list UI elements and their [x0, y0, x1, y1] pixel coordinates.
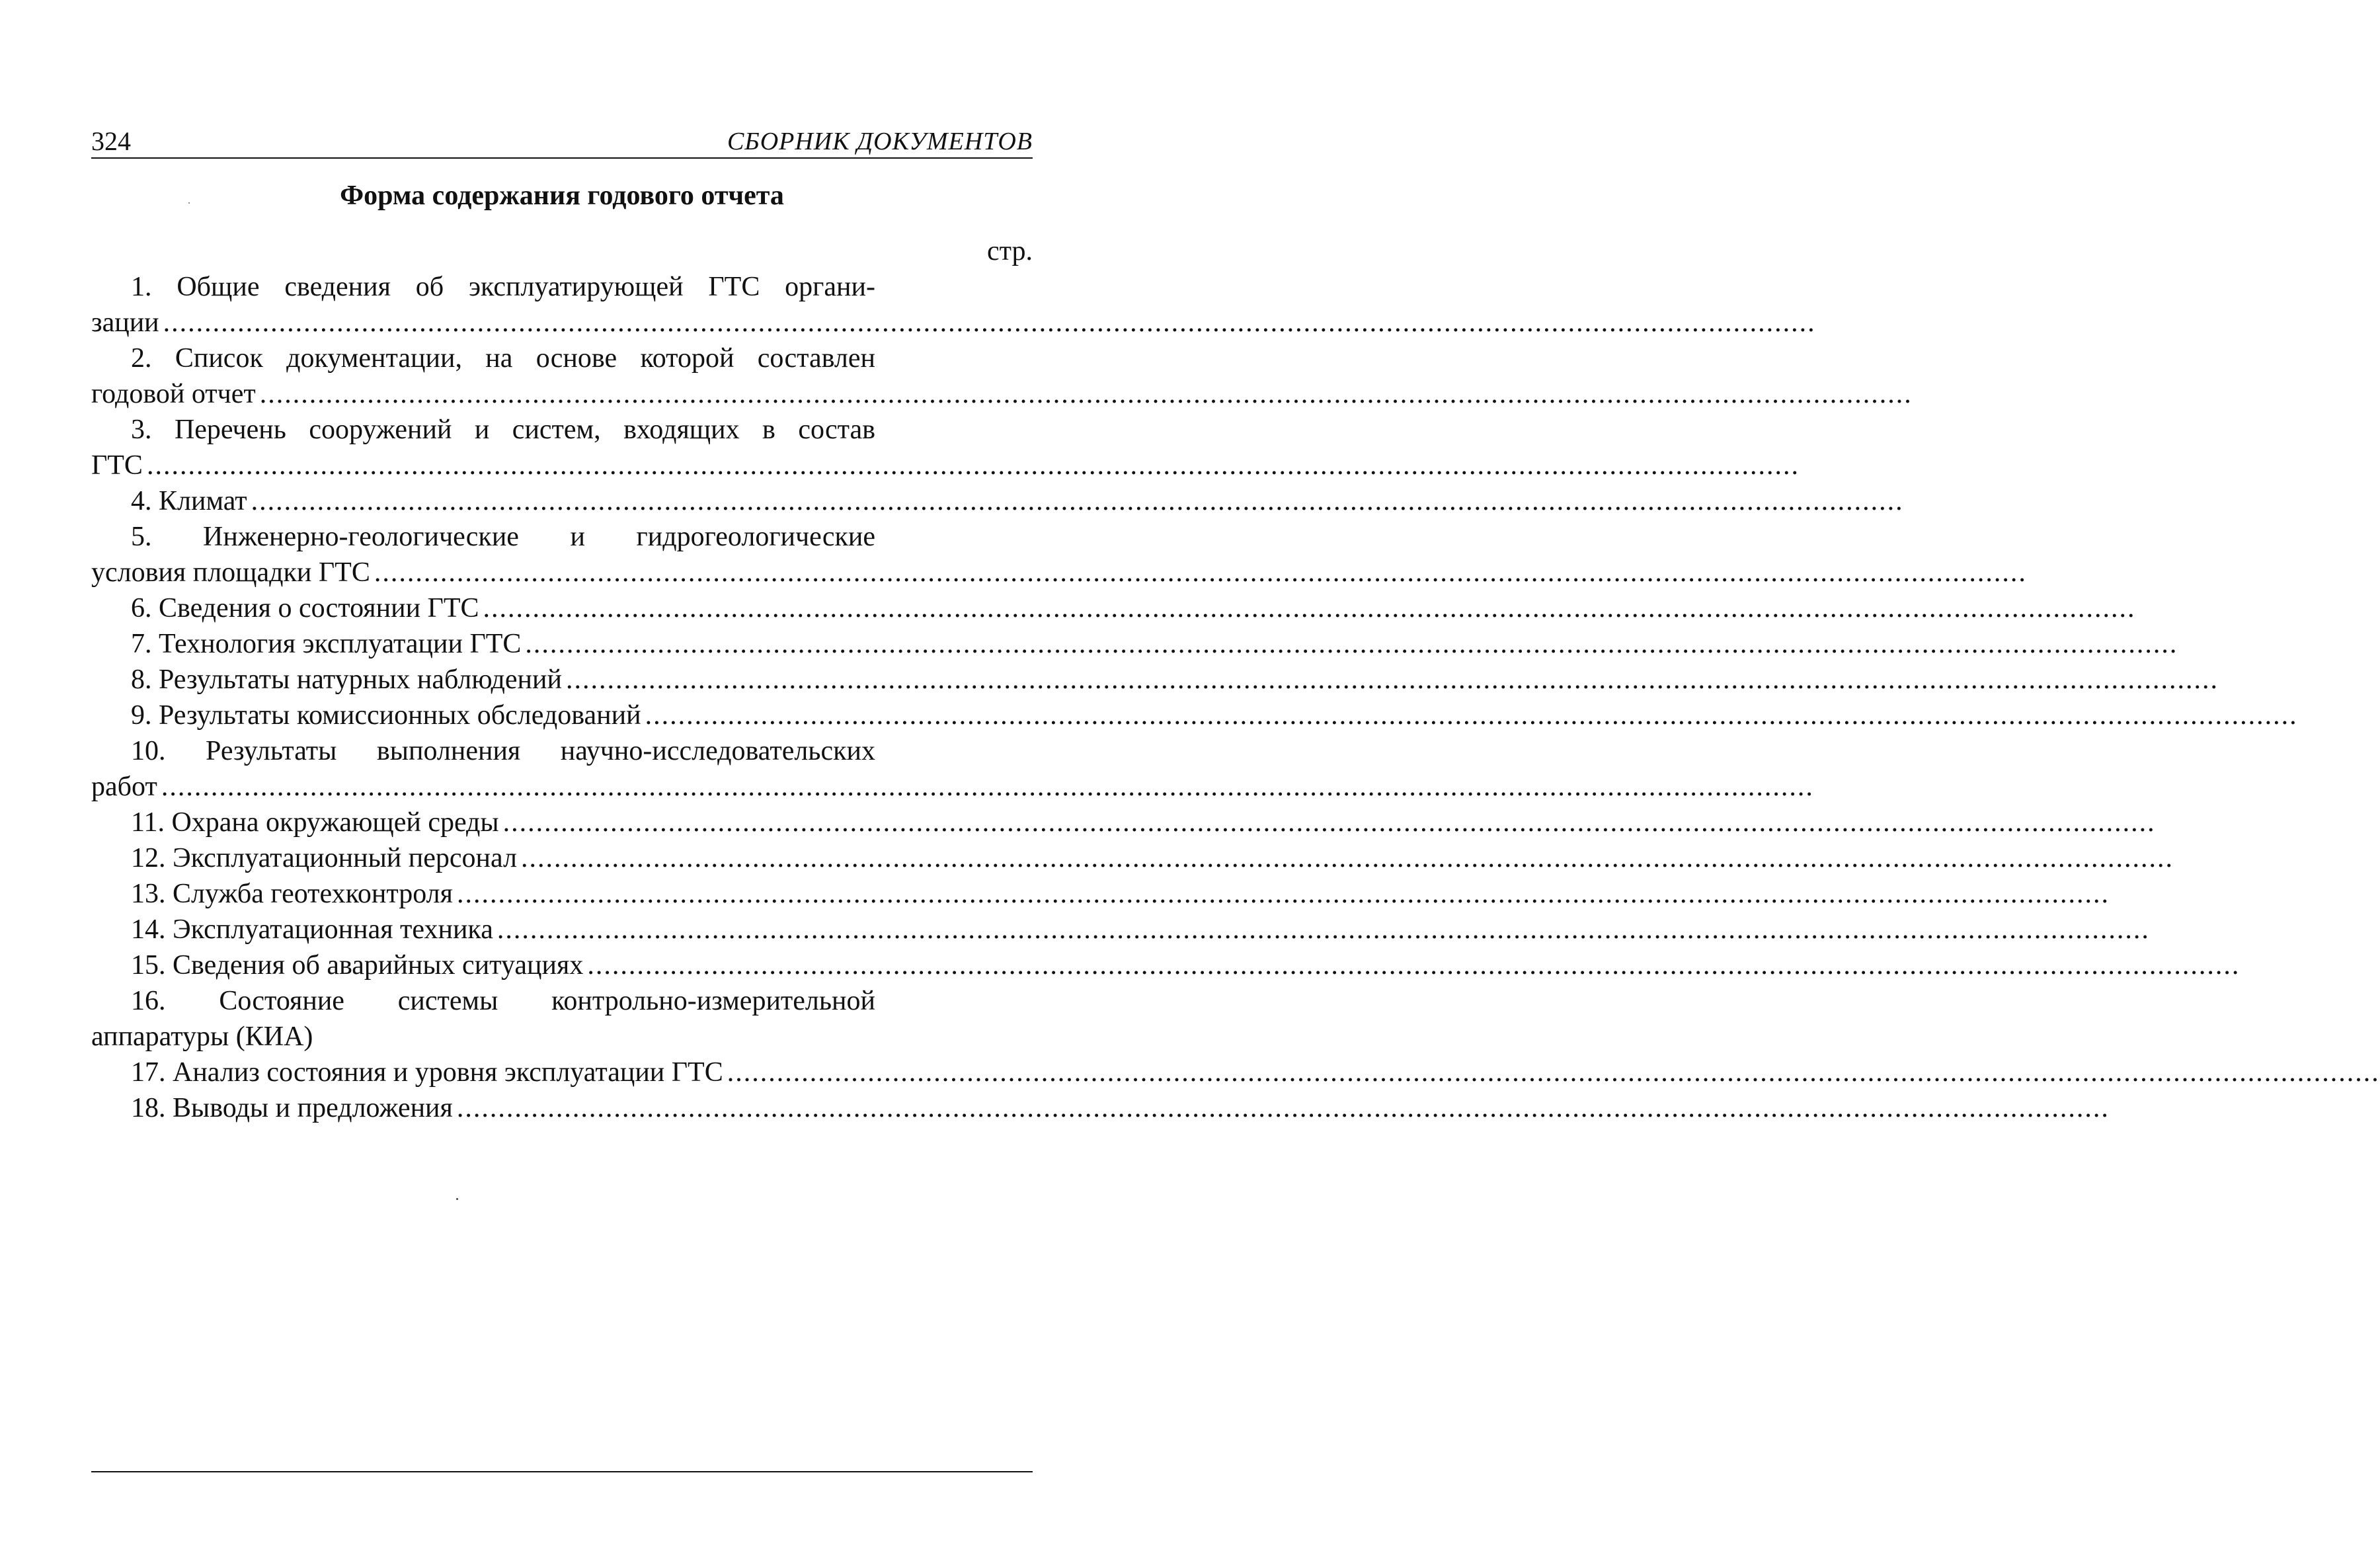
dot-leader: ........................................................................................................................................................................................................	[161, 772, 1814, 802]
toc-entry-text: ГТС	[91, 450, 143, 481]
dot-leader: ........................................................................................................................................................................................................	[374, 557, 2027, 588]
toc-entry	[91, 698, 2298, 733]
toc-entry	[91, 412, 1800, 483]
toc-entry	[91, 947, 2241, 983]
toc-entry	[91, 1055, 2380, 1090]
dot-leader: ........................................................................................................................................................................................................	[727, 1057, 2380, 1088]
toc-entry-text: 7. Технология эксплуатации ГТС	[131, 629, 522, 659]
toc-entry-text: условия площадки ГТС	[91, 557, 370, 588]
toc-entry-text: 4. Климат	[131, 486, 247, 516]
toc-entry-text: 9. Результаты комиссионных обследований	[131, 700, 641, 731]
toc-entry-text: 1. Общие сведения об эксплуатирующей ГТС органи-	[131, 272, 875, 302]
toc-entry-line	[91, 912, 2150, 947]
dot-leader: ........................................................................................................................................................................................................	[146, 450, 1800, 481]
toc-entry	[91, 626, 2178, 662]
toc-entry	[91, 876, 2110, 912]
dot-leader: ........................................................................................................................................................................................................	[456, 879, 2110, 909]
toc-entry	[91, 662, 2219, 698]
toc-entry-text: 3. Перечень сооружений и систем, входящих в состав	[131, 415, 875, 445]
dot-leader: ........................................................................................................................................................................................................	[645, 700, 2298, 731]
dot-leader: ........................................................................................................................................................................................................	[456, 1093, 2110, 1123]
toc-entry-text: 13. Служба геотехконтроля	[131, 879, 453, 909]
print-speck	[456, 1198, 458, 1200]
toc-entry	[91, 733, 1814, 805]
toc-entry	[91, 483, 1904, 519]
toc-entry-line	[91, 876, 2110, 912]
toc-entry-line	[91, 1055, 2380, 1090]
toc-entry	[91, 590, 2136, 626]
running-head	[91, 124, 1033, 159]
toc-entry-line	[91, 555, 2027, 590]
toc-entry	[91, 340, 1913, 412]
toc-entry-line	[91, 483, 1904, 519]
toc-entry-text: 5. Инженерно-геологические и гидрогеологические	[131, 522, 875, 552]
toc-entry-text: 12. Эксплуатационный персонал	[131, 843, 517, 873]
dot-leader: ........................................................................................................................................................................................................	[483, 593, 2136, 623]
dot-leader: ........................................................................................................................................................................................................	[525, 629, 2178, 659]
toc-entry	[91, 519, 2027, 590]
toc-entry-line	[91, 769, 1814, 805]
toc-entry-text: 14. Эксплуатационная техника	[131, 914, 493, 945]
toc-entry-line	[91, 448, 1800, 483]
document-title: Форма содержания годового отчета	[340, 180, 784, 211]
dot-leader: ........................................................................................................................................................................................................	[259, 379, 1913, 409]
toc-entry-line	[91, 376, 1913, 412]
toc-entry-line	[91, 840, 2174, 876]
running-title: СБОРНИК ДОКУМЕНТОВ	[727, 128, 1033, 155]
toc-entry	[91, 805, 2156, 840]
toc-entry-text: 2. Список документации, на основе которой составлен	[131, 343, 875, 374]
toc-entry-line	[91, 1090, 2110, 1126]
toc-entry-text: 15. Сведения об аварийных ситуациях	[131, 950, 584, 981]
page-column-label: стр.	[986, 236, 1033, 266]
toc-entry-line	[91, 305, 1816, 340]
header-rule	[91, 157, 1033, 159]
toc-entry-text: зации	[91, 307, 159, 338]
dot-leader: ........................................................................................................................................................................................................	[502, 807, 2156, 838]
dot-leader: ........................................................................................................................................................................................................	[587, 950, 2241, 981]
dot-leader: ........................................................................................................................................................................................................	[251, 486, 1904, 516]
toc-entry-line	[91, 590, 2136, 626]
dot-leader: ........................................................................................................................................................................................................	[496, 914, 2150, 945]
toc-entry-line	[91, 947, 2241, 983]
toc-entry	[91, 840, 2174, 876]
toc-entry-text: 6. Сведения о состоянии ГТС	[131, 593, 479, 623]
toc-entry-text: 17. Анализ состояния и уровня эксплуатации ГТС	[131, 1057, 723, 1088]
toc-entry-line	[91, 662, 2219, 698]
toc-entry-text: аппаратуры (КИА)	[91, 1021, 313, 1052]
toc-entry-text: 16. Состояние системы контрольно-измерительной	[131, 986, 875, 1016]
table-of-contents	[91, 269, 2380, 1126]
toc-entry	[91, 269, 1816, 340]
dot-leader: ........................................................................................................................................................................................................	[163, 307, 1816, 338]
dot-leader: ........................................................................................................................................................................................................	[520, 843, 2174, 873]
toc-entry-text: 11. Охрана окружающей среды	[131, 807, 499, 838]
toc-entry	[91, 983, 875, 1055]
toc-entry	[91, 1090, 2110, 1126]
toc-entry-line	[91, 626, 2178, 662]
toc-entry	[91, 912, 2150, 947]
toc-entry-text: 18. Выводы и предложения	[131, 1093, 453, 1123]
toc-entry-text: 10. Результаты выполнения научно-исследовательских	[131, 736, 875, 766]
toc-entry-line	[91, 805, 2156, 840]
toc-entry-text: годовой отчет	[91, 379, 256, 409]
page-number: 324	[91, 126, 131, 156]
toc-entry-text: 8. Результаты натурных наблюдений	[131, 664, 562, 695]
dot-leader: ........................................................................................................................................................................................................	[565, 664, 2219, 695]
toc-entry-text: работ	[91, 772, 157, 802]
toc-entry-line	[91, 698, 2298, 733]
footer-rule	[91, 1471, 1033, 1472]
